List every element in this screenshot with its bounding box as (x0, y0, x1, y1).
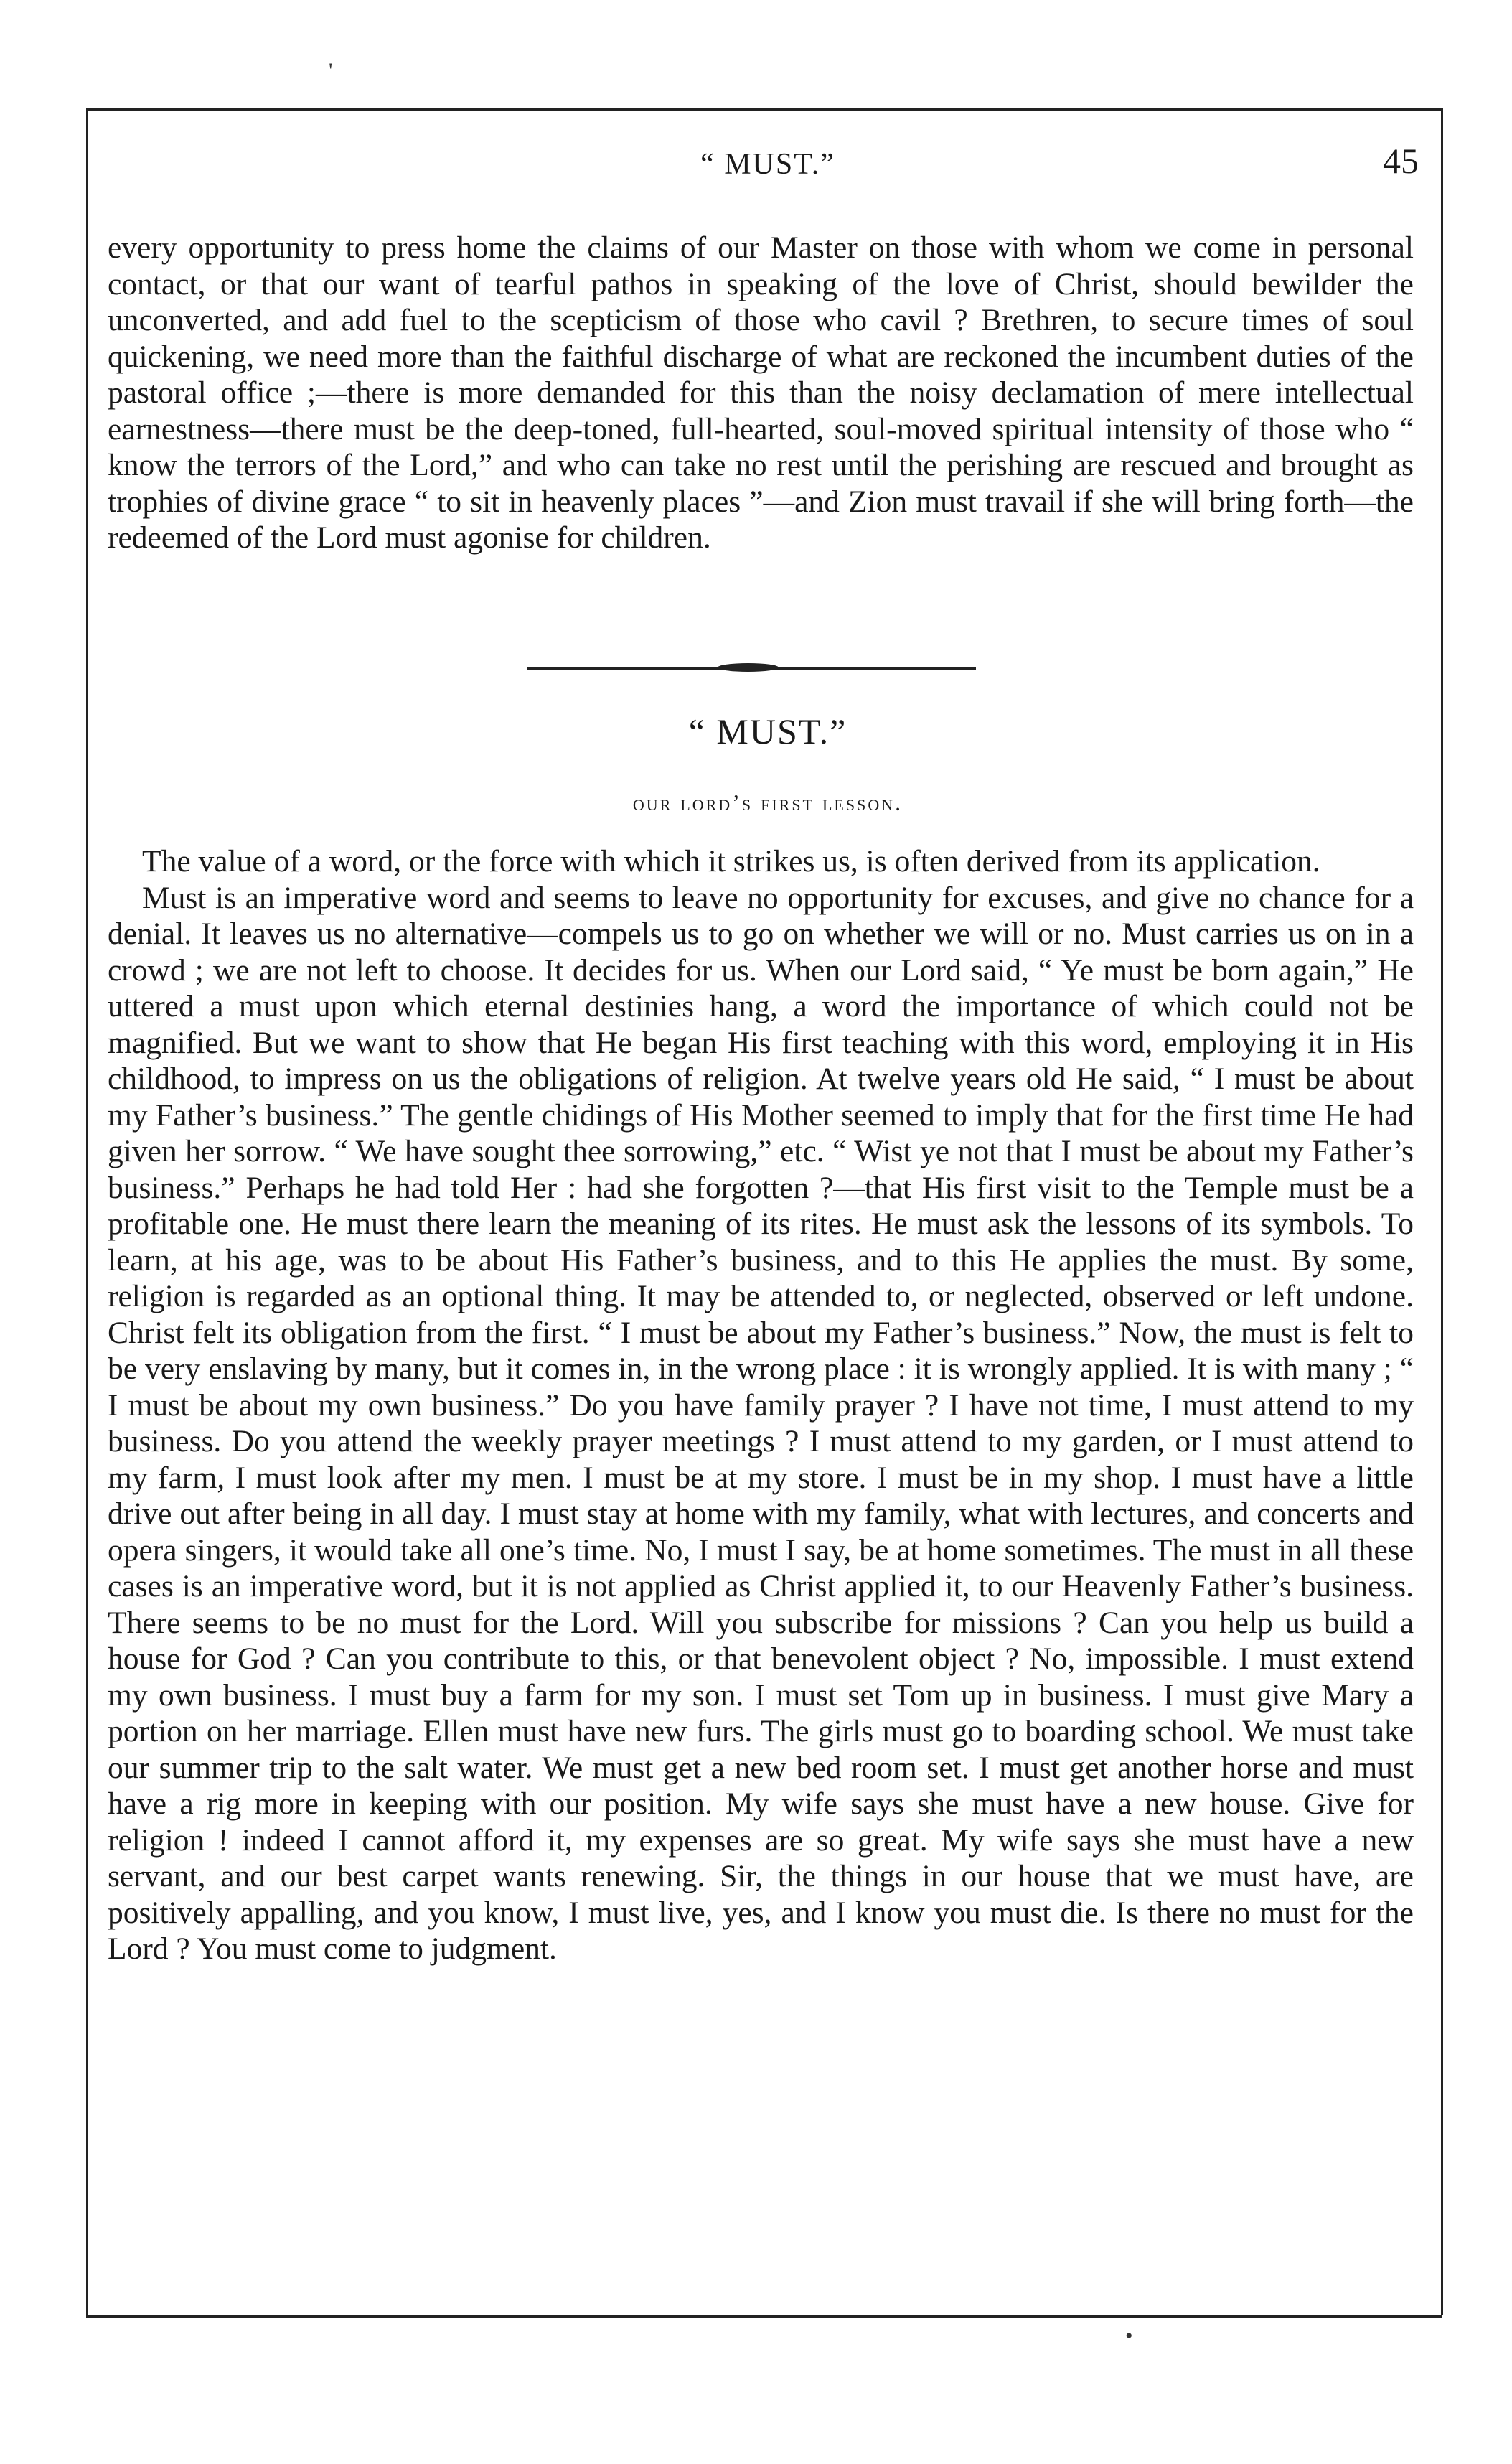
bottom-rule (86, 2315, 1442, 2318)
divider-ornament (718, 663, 779, 672)
article-body (108, 843, 1414, 1967)
ink-speck-bottom: • (1125, 2324, 1133, 2348)
running-title: “ MUST.” (700, 148, 835, 181)
article-paragraph: The value of a word, or the force with which it strikes us, is often derived from its application. (142, 844, 1320, 879)
continuation-paragraph: every opportunity to press home the claims of our Master on those with whom we come in personal contact, or that our want of tearful pathos in speaking of the love of Christ, should bewilder the unconverted, and add fuel to the scepticism of those who cavil ? Brethren, to secure times of soul quickening, we need more than the faithful discharge of what are reckoned the incumbent duties of the pastoral office ;—there is more demanded for this than the noisy declamation of mere intellectual earnestness—there must be the deep-toned, full-hearted, soul-moved spiritual intensity of those who “ know the terrors of the Lord,” and who can take no rest until the perishing are rescued and brought as trophies of divine grace “ to sit in heavenly places ”—and Zion must travail if she will bring forth—the redeemed of the Lord must agonise for children. (108, 230, 1414, 555)
ink-speck-top: ' (329, 59, 333, 83)
article-paragraph: Must is an imperative word and seems to leave no opportunity for excuses, and give no chance for a denial. It leaves us no alternative—compels us to go on whether we will or no. Must carries us on in a crowd ; we are not left to choose. It decides for us. When our Lord said, “ Ye must be born again,” He uttered a must upon which eternal destinies hang, a word the importance of which could not be magnified. But we want to show that He began His first teaching with this word, employing it in His childhood, to impress on us the obligations of religion. At twelve years old He said, “ I must be about my Father’s business.” The gentle chidings of His Mother seemed to imply that for the first time He had given her sorrow. “ We have sought thee sorrowing,” etc. “ Wist ye not that I must be about my Father’s business.” Perhaps he had told Her : had she forgotten ?—that His first visit to the Temple must be a profitable one. He must there learn the meaning of its rites. He must ask the lessons of its symbols. To learn, at his age, was to be about His Father’s business, and to this He applies the must. By some, religion is regarded as an optional thing. It may be attended to, or neglected, observed or left undone. Christ felt its obligation from the first. “ I must be about my Father’s business.” Now, the must is felt to be very enslaving by many, but it comes in, in the wrong place : it is wrongly applied. It is with many ; “ I must be about my own business.” Do you have family prayer ? I have not time, I must attend to my business. Do you attend the weekly prayer meetings ? I must attend to my garden, or I must attend to my farm, I must look after my men. I must be at my store. I must be in my shop. I must have a little drive out after being in all day. I must stay at home with my family, what with lectures, and concerts and opera singers, it would take all one’s time. No, I must I say, be at home sometimes. The must in all these cases is an imperative word, but it is not applied as Christ applied it, to our Heavenly Father’s business. There seems to be no must for the Lord. Will you subscribe for missions ? Can you help us build a house for God ? Can you contribute to this, or that benevolent object ? No, impossible. I must extend my own business. I must buy a farm for my son. I must set Tom up in business. I must give Mary a portion on her marriage. Ellen must have new furs. The girls must go to boarding school. We must take our summer trip to the salt water. We must get a new bed room set. I must get another horse and must have a rig more in keeping with our position. My wife says she must have a new house. Give for religion ! indeed I cannot afford it, my expenses are so great. My wife says she must have a new servant, and our best carpet wants renewing. Sir, the things in our house that we must have, are positively appalling, and you know, I must live, yes, and I know you must die. Is there no must for the Lord ? You must come to judgment. (108, 880, 1414, 1966)
article-subtitle: our lord’s first lesson. (632, 790, 903, 815)
article-title: “ MUST.” (688, 711, 847, 751)
continuation-text (108, 230, 1414, 556)
page-number: 45 (1383, 141, 1419, 181)
